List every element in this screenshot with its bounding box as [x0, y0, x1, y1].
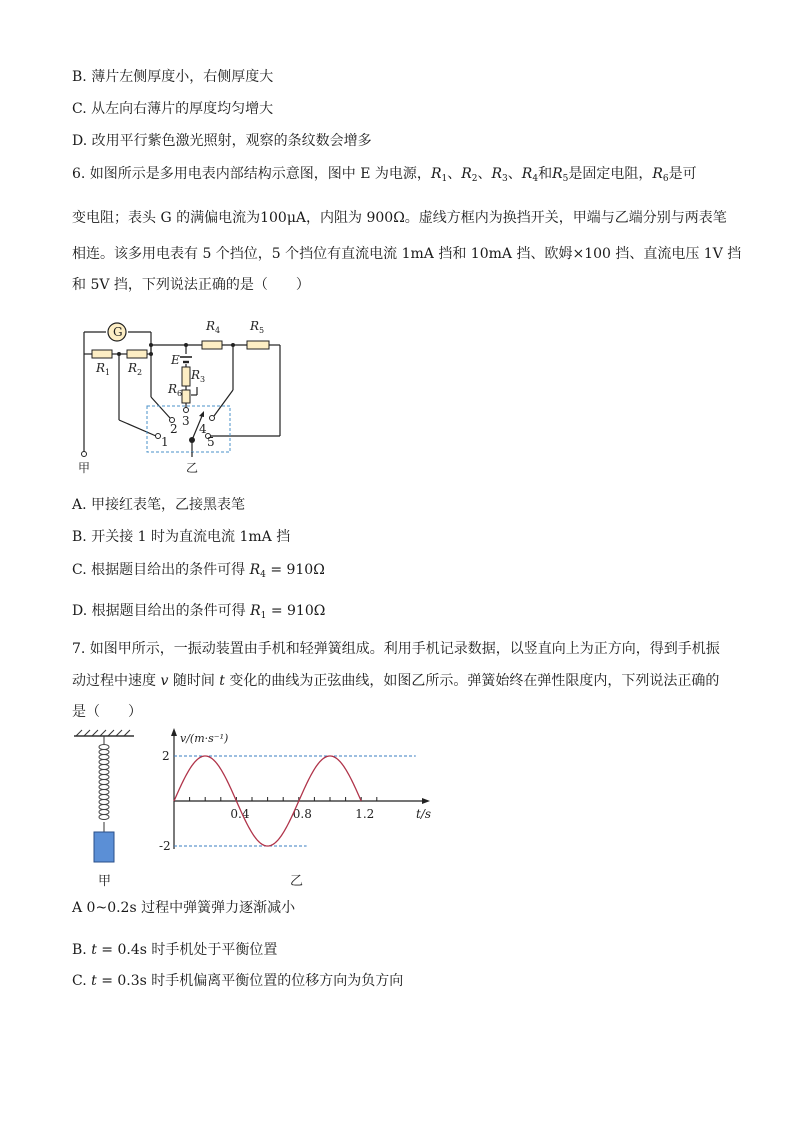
q5-option-d: D. 改用平行紫色激光照射，观察的条纹数会增多	[72, 133, 372, 149]
spring-icon	[99, 745, 109, 820]
y-tick-label: -2	[159, 839, 171, 853]
label-r3: $R_3$	[191, 368, 206, 384]
terminal-jia: 甲	[78, 461, 91, 475]
q6-option-c: C. 根据题目给出的条件可得 $R_4 = 910\Omega$	[72, 562, 325, 580]
label-r1: $R_1$	[96, 361, 111, 377]
q5-option-c: C. 从左向右薄片的厚度均匀增大	[72, 101, 274, 117]
q7-stem-line3: 是（ ）	[72, 704, 142, 720]
switch-contact-3: 3	[182, 414, 190, 428]
switch-contact-2: 2	[170, 422, 178, 436]
q7-stem-line1: 7. 如图甲所示，一振动装置由手机和轻弹簧组成。利用手机记录数据，以竖直向上为正方向，得到手机振	[72, 641, 720, 657]
resistor-r4	[202, 341, 222, 349]
y-axis-arrow	[171, 728, 177, 736]
switch-contact-1: 1	[161, 435, 169, 449]
spring-phone-figure	[72, 728, 142, 893]
label-r5: $R_5$	[250, 319, 265, 335]
q7-option-a: A 0~0.2s 过程中弹簧弹力逐渐减小	[72, 900, 296, 916]
x-axis-label: t/s	[416, 807, 432, 821]
label-r6: $R_6$	[168, 382, 183, 398]
label-r2: $R_2$	[128, 361, 143, 377]
resistor-r1	[92, 350, 112, 358]
terminal-yi: 乙	[186, 461, 199, 475]
q6-stem-line3: 相连。该多用电表有 5 个挡位，5 个挡位有直流电流 1mA 挡和 10mA 挡、欧姆×100 挡、直流电压 1V 挡	[72, 246, 742, 262]
figure-label-yi: 乙	[290, 874, 304, 889]
label-r4: $R_4$	[206, 319, 221, 335]
galvanometer-label: G	[113, 325, 123, 339]
q6-option-d: D. 根据题目给出的条件可得 $R_1 = 910\Omega$	[72, 603, 326, 621]
q6-stem-line2: 变电阻；表头 G 的满偏电流为100μA，内阻为 900Ω。虚线方框内为换挡开关，甲端与乙端分别与两表笔	[72, 210, 727, 226]
q7-option-b: B. t = 0.4s 时手机处于平衡位置	[72, 942, 278, 958]
x-tick-label: 0.8	[292, 807, 312, 821]
x-axis-arrow	[422, 798, 430, 804]
q6-stem-line1: 6. 如图所示是多用电表内部结构示意图，图中 E 为电源，$R_1$、$R_2$、$R_3$、$R_4$和$R_5$是固定电阻，$R_6$是可	[72, 166, 697, 184]
switch-contact-5: 5	[207, 435, 215, 449]
label-e: E	[171, 353, 180, 367]
figure-label-jia: 甲	[98, 874, 112, 889]
q5-option-b: B. 薄片左侧厚度小，右侧厚度大	[72, 69, 274, 85]
y-tick-label: 2	[162, 749, 170, 763]
resistor-r2	[127, 350, 147, 358]
x-tick-label: 0.4	[230, 807, 250, 821]
multimeter-circuit-diagram	[70, 312, 300, 477]
y-axis-label: v/(m·s⁻¹)	[180, 732, 229, 745]
resistor-r5	[247, 341, 269, 349]
switch-box	[147, 406, 230, 452]
q7-option-c: C. t = 0.3s 时手机偏离平衡位置的位移方向为负方向	[72, 973, 404, 989]
switch-contact-4: 4	[199, 422, 207, 436]
phone-block	[94, 832, 114, 862]
x-tick-label: 1.2	[355, 807, 375, 821]
q7-stem-line2: 动过程中速度 v 随时间 t 变化的曲线为正弦曲线，如图乙所示。弹簧始终在弹性限度内，下列说法正确的	[72, 673, 720, 689]
resistor-r6	[182, 390, 190, 403]
q6-option-b: B. 开关接 1 时为直流电流 1mA 挡	[72, 529, 291, 545]
q6-option-a: A. 甲接红表笔，乙接黑表笔	[72, 497, 246, 513]
q6-stem-line4: 和 5V 挡，下列说法正确的是（ ）	[72, 277, 310, 293]
switch-pivot	[189, 437, 195, 443]
resistor-r3	[182, 367, 190, 386]
velocity-time-chart	[150, 728, 432, 893]
